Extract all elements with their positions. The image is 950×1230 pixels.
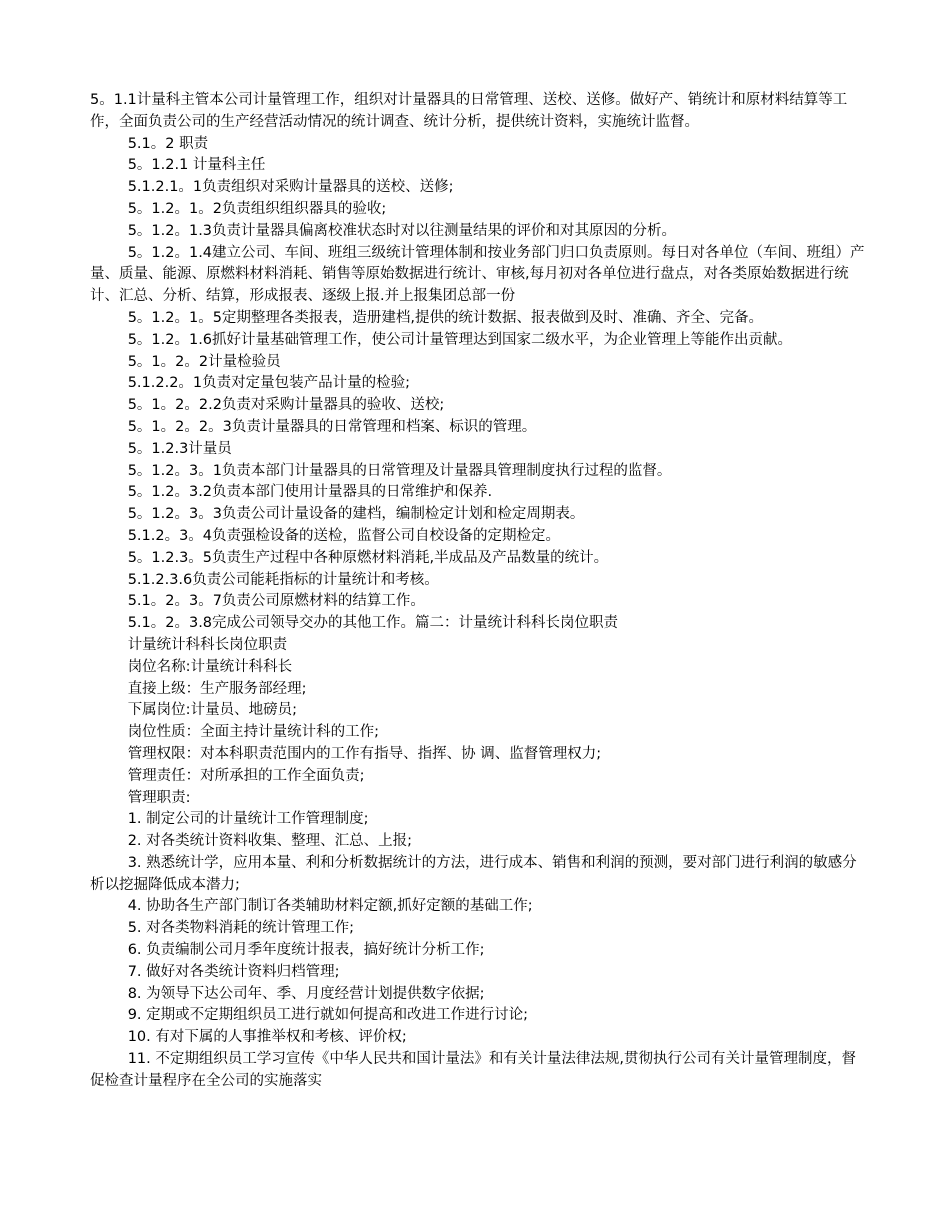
paragraph: 5。1.2。1.6抓好计量基础管理工作，使公司计量管理达到国家二级水平，为企业管理上等能作出贡献。 — [127, 331, 793, 348]
paragraph: 1. 制定公司的计量统计工作管理制度; — [127, 811, 369, 828]
paragraph: 5.1.2.1。1负责组织对采购计量器具的送校、送修; — [127, 179, 454, 196]
paragraph: 11. 不定期组织员工学习宣传《中华人民共和国计量法》和有关计量法律法规,贯彻执行公司有关计量管理制度，督促检查计量程序在全公司的实施落实 — [90, 1051, 856, 1089]
paragraph: 5。1。2。2。3负责计量器具的日常管理和档案、标识的管理。 — [127, 418, 537, 435]
paragraph: 5.1.2.2。1负责对定量包装产品计量的检验; — [127, 375, 411, 392]
paragraph: 5。1。2。2计量检验员 — [127, 353, 281, 370]
paragraph: 3. 熟悉统计学，应用本量、利和分析数据统计的方法，进行成本、销售和利润的预测，要对部门进行利润的敏感分析以挖掘降低成本潜力; — [90, 854, 857, 893]
paragraph: 5。1.2。3。3负责公司计量设备的建档，编制检定计划和检定周期表。 — [127, 506, 585, 523]
paragraph: 管理责任：对所承担的工作全面负责; — [127, 767, 365, 784]
paragraph: 10. 有对下属的人事推举权和考核、评价权; — [127, 1029, 407, 1046]
paragraph: 5。1.2。1。2负责组织组织器具的验收; — [127, 200, 387, 217]
paragraph: 5。1。2。2.2负责对采购计量器具的验收、送校; — [127, 397, 445, 414]
paragraph: 5.1。2。3.8完成公司领导交办的其他工作。篇二：计量统计科科长岗位职责 — [127, 615, 619, 632]
paragraph: 岗位性质：全面主持计量统计科的工作; — [127, 724, 380, 741]
paragraph: 管理权限：对本科职责范围内的工作有指导、指挥、协 调、监督管理权力; — [127, 745, 602, 762]
paragraph: 2. 对各类统计资料收集、整理、汇总、上报; — [127, 833, 413, 850]
paragraph: 5.1.2.3.6负责公司能耗指标的计量统计和考核。 — [127, 571, 439, 588]
paragraph: 6. 负责编制公司月季年度统计报表，搞好统计分析工作; — [127, 942, 485, 959]
paragraph: 5。1.1计量科主管本公司计量管理工作，组织对计量器具的日常管理、送校、送修。做好产、销统计和原材料结算等工作，全面负责公司的生产经营活动情况的统计调查、统计分析，提供统计资料，实施统计监督。 — [90, 92, 848, 130]
paragraph: 5。1.2。1.3负责计量器具偏离校准状态时对以往测量结果的评价和对其原因的分析。 — [127, 222, 677, 239]
paragraph: 5.1。2。3。7负责公司原燃材料的结算工作。 — [127, 593, 425, 610]
paragraph: 5. 对各类物料消耗的统计管理工作; — [127, 920, 355, 937]
paragraph: 直接上级：生产服务部经理; — [127, 680, 307, 697]
paragraph: 计量统计科科长岗位职责 — [127, 636, 288, 653]
paragraph: 5。1.2.3。5负责生产过程中各种原燃材料消耗,半成品及产品数量的统计。 — [127, 549, 609, 566]
paragraph: 5。1.2。1。5定期整理各类报表，造册建档,提供的统计数据、报表做到及时、准确、齐全、完备。 — [127, 309, 764, 326]
paragraph: 4. 协助各生产部门制订各类辅助材料定额,抓好定额的基础工作; — [127, 898, 533, 915]
paragraph: 5.1。2 职责 — [127, 135, 209, 152]
paragraph: 下属岗位:计量员、地磅员; — [127, 702, 297, 719]
document-page — [90, 90, 870, 1093]
paragraph: 5.1.2。3。4负责强检设备的送检，监督公司自校设备的定期检定。 — [127, 527, 561, 544]
paragraph: 9. 定期或不定期组织员工进行就如何提高和改进工作进行讨论; — [127, 1007, 529, 1024]
paragraph: 5。1.2。3。1负责本部门计量器具的日常管理及计量器具管理制度执行过程的监督。 — [127, 462, 672, 479]
paragraph: 8. 为领导下达公司年、季、月度经营计划提供数字依据; — [127, 985, 485, 1002]
paragraph: 岗位名称:计量统计科科长 — [127, 658, 293, 675]
paragraph: 管理职责: — [127, 789, 191, 806]
paragraph: 5。1.2。3.2负责本部门使用计量器具的日常维护和保养. — [127, 484, 493, 501]
paragraph: 5。1.2。1.4建立公司、车间、班组三级统计管理体制和按业务部门归口负责原则。每日对各单位（车间、班组）产量、质量、能源、原燃料材料消耗、销售等原始数据进行统计、审核,每月初对各单位进行盘点，对各类原始数据进行统计、汇总、分析、结算，形成报表、逐级上报.并上报集团总部一份 — [90, 244, 865, 305]
paragraph: 7. 做好对各类统计资料归档管理; — [127, 963, 340, 980]
paragraph: 5。1.2.1 计量科主任 — [127, 157, 266, 174]
paragraph: 5。1.2.3计量员 — [127, 440, 232, 457]
